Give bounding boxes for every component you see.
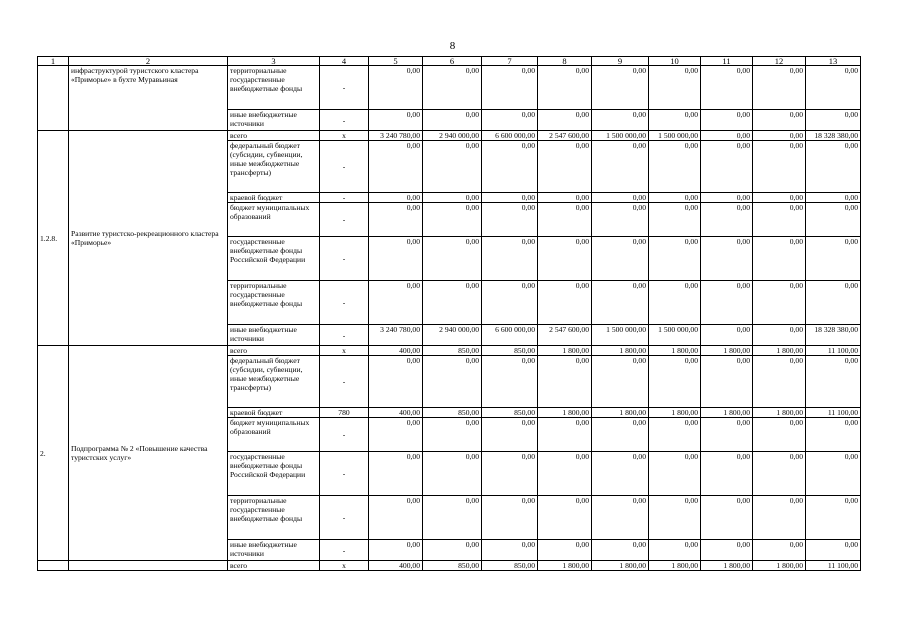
- amount-cell: 1 800,00: [753, 561, 806, 571]
- amount-cell: 0,00: [538, 452, 592, 496]
- amount-cell: 3 240 780,00: [369, 325, 423, 346]
- amount-cell: 0,00: [753, 131, 806, 141]
- amount-cell: 0,00: [369, 356, 423, 408]
- amount-cell: 0,00: [423, 203, 482, 237]
- amount-cell: 11 100,00: [806, 561, 861, 571]
- amount-cell: 0,00: [753, 418, 806, 452]
- column-number: 8: [538, 57, 592, 66]
- table-row: [38, 131, 861, 141]
- amount-cell: 0,00: [701, 496, 753, 540]
- amount-cell: 0,00: [701, 281, 753, 325]
- amount-cell: 0,00: [701, 141, 753, 193]
- amount-cell: 0,00: [538, 237, 592, 281]
- amount-cell: 0,00: [538, 141, 592, 193]
- amount-cell: 0,00: [423, 237, 482, 281]
- funding-source: федеральный бюджет (субсидии, субвенции, иные межбюджетные трансферты): [228, 141, 320, 193]
- amount-cell: 0,00: [753, 356, 806, 408]
- amount-cell: 0,00: [482, 110, 538, 131]
- amount-cell: 850,00: [423, 561, 482, 571]
- amount-cell: 0,00: [538, 203, 592, 237]
- amount-cell: 0,00: [649, 237, 701, 281]
- amount-cell: 0,00: [592, 356, 649, 408]
- amount-cell: 0,00: [649, 203, 701, 237]
- amount-cell: 0,00: [482, 540, 538, 561]
- amount-cell: 850,00: [423, 408, 482, 418]
- funding-source: территориальные государственные внебюджетные фонды: [228, 496, 320, 540]
- amount-cell: 0,00: [369, 418, 423, 452]
- budget-code: -: [320, 496, 369, 540]
- amount-cell: 0,00: [649, 452, 701, 496]
- amount-cell: 1 800,00: [649, 346, 701, 356]
- amount-cell: 0,00: [482, 452, 538, 496]
- amount-cell: 0,00: [482, 418, 538, 452]
- table-row: [38, 561, 861, 571]
- amount-cell: 0,00: [423, 281, 482, 325]
- amount-cell: 2 940 000,00: [423, 131, 482, 141]
- amount-cell: 0,00: [806, 281, 861, 325]
- amount-cell: 0,00: [369, 110, 423, 131]
- budget-code: -: [320, 356, 369, 408]
- budget-code: х: [320, 561, 369, 571]
- budget-code: -: [320, 237, 369, 281]
- amount-cell: 0,00: [649, 110, 701, 131]
- item-title: Развитие туристско-рекреационного кластера «Приморье»: [69, 131, 228, 346]
- budget-code: х: [320, 346, 369, 356]
- amount-cell: 0,00: [701, 418, 753, 452]
- amount-cell: 1 800,00: [753, 346, 806, 356]
- column-number: 12: [753, 57, 806, 66]
- amount-cell: 3 240 780,00: [369, 131, 423, 141]
- column-number: 10: [649, 57, 701, 66]
- funding-source: краевой бюджет: [228, 193, 320, 203]
- budget-code: -: [320, 193, 369, 203]
- amount-cell: 0,00: [592, 452, 649, 496]
- funding-source: федеральный бюджет (субсидии, субвенции, иные межбюджетные трансферты): [228, 356, 320, 408]
- column-number: 3: [228, 57, 320, 66]
- amount-cell: 0,00: [806, 141, 861, 193]
- amount-cell: 1 800,00: [701, 408, 753, 418]
- amount-cell: 0,00: [369, 141, 423, 193]
- amount-cell: 18 328 380,00: [806, 131, 861, 141]
- item-number: [38, 561, 69, 571]
- amount-cell: 0,00: [369, 237, 423, 281]
- column-number: 13: [806, 57, 861, 66]
- amount-cell: 0,00: [701, 452, 753, 496]
- amount-cell: 0,00: [482, 281, 538, 325]
- item-title: Подпрограмма № 2 «Повышение качества туристских услуг»: [69, 346, 228, 561]
- amount-cell: 0,00: [753, 66, 806, 110]
- amount-cell: 1 800,00: [592, 561, 649, 571]
- amount-cell: 0,00: [482, 203, 538, 237]
- amount-cell: 6 600 000,00: [482, 131, 538, 141]
- amount-cell: 11 100,00: [806, 346, 861, 356]
- amount-cell: 0,00: [369, 540, 423, 561]
- amount-cell: 0,00: [649, 141, 701, 193]
- amount-cell: 2 547 600,00: [538, 131, 592, 141]
- budget-table: [37, 56, 861, 571]
- amount-cell: 0,00: [592, 281, 649, 325]
- amount-cell: 1 800,00: [592, 346, 649, 356]
- amount-cell: 0,00: [753, 452, 806, 496]
- amount-cell: 0,00: [423, 110, 482, 131]
- amount-cell: 0,00: [482, 496, 538, 540]
- amount-cell: 0,00: [592, 540, 649, 561]
- amount-cell: 0,00: [592, 110, 649, 131]
- item-number: 2.: [38, 346, 69, 561]
- amount-cell: 0,00: [806, 203, 861, 237]
- amount-cell: 0,00: [701, 325, 753, 346]
- amount-cell: 0,00: [753, 237, 806, 281]
- amount-cell: 0,00: [649, 193, 701, 203]
- amount-cell: 1 800,00: [701, 346, 753, 356]
- funding-source: государственные внебюджетные фонды Российской Федерации: [228, 237, 320, 281]
- amount-cell: 0,00: [482, 66, 538, 110]
- budget-code: -: [320, 110, 369, 131]
- amount-cell: 0,00: [753, 281, 806, 325]
- amount-cell: 0,00: [538, 66, 592, 110]
- funding-source: всего: [228, 131, 320, 141]
- amount-cell: 0,00: [423, 141, 482, 193]
- amount-cell: 2 547 600,00: [538, 325, 592, 346]
- amount-cell: 1 800,00: [538, 561, 592, 571]
- amount-cell: 2 940 000,00: [423, 325, 482, 346]
- amount-cell: 0,00: [423, 66, 482, 110]
- funding-source: всего: [228, 561, 320, 571]
- amount-cell: 0,00: [538, 356, 592, 408]
- amount-cell: 0,00: [753, 540, 806, 561]
- amount-cell: 0,00: [701, 110, 753, 131]
- amount-cell: 6 600 000,00: [482, 325, 538, 346]
- amount-cell: 0,00: [701, 66, 753, 110]
- amount-cell: 0,00: [482, 141, 538, 193]
- amount-cell: 0,00: [423, 356, 482, 408]
- funding-source: краевой бюджет: [228, 408, 320, 418]
- amount-cell: 1 800,00: [753, 408, 806, 418]
- amount-cell: 0,00: [753, 325, 806, 346]
- amount-cell: 18 328 380,00: [806, 325, 861, 346]
- amount-cell: 0,00: [806, 193, 861, 203]
- amount-cell: 400,00: [369, 561, 423, 571]
- amount-cell: 0,00: [701, 193, 753, 203]
- amount-cell: 0,00: [423, 540, 482, 561]
- amount-cell: 0,00: [592, 141, 649, 193]
- amount-cell: 0,00: [649, 418, 701, 452]
- amount-cell: 1 800,00: [701, 561, 753, 571]
- amount-cell: 0,00: [369, 203, 423, 237]
- amount-cell: 1 500 000,00: [649, 131, 701, 141]
- amount-cell: 0,00: [538, 418, 592, 452]
- amount-cell: 0,00: [806, 452, 861, 496]
- amount-cell: 0,00: [369, 281, 423, 325]
- budget-code: -: [320, 141, 369, 193]
- amount-cell: 0,00: [649, 66, 701, 110]
- budget-code: 780: [320, 408, 369, 418]
- budget-code: -: [320, 418, 369, 452]
- amount-cell: 0,00: [369, 193, 423, 203]
- column-number: 4: [320, 57, 369, 66]
- budget-code: -: [320, 203, 369, 237]
- amount-cell: 0,00: [538, 496, 592, 540]
- item-title: инфраструктурой туристского кластера «Приморье» в бухте Муравьиная: [69, 66, 228, 131]
- amount-cell: 0,00: [753, 203, 806, 237]
- amount-cell: 0,00: [701, 203, 753, 237]
- column-number: 7: [482, 57, 538, 66]
- funding-source: бюджет муниципальных образований: [228, 418, 320, 452]
- funding-source: всего: [228, 346, 320, 356]
- funding-source: территориальные государственные внебюджетные фонды: [228, 66, 320, 110]
- amount-cell: 1 500 000,00: [592, 325, 649, 346]
- item-title: [69, 561, 228, 571]
- budget-code: -: [320, 281, 369, 325]
- column-number: 2: [69, 57, 228, 66]
- amount-cell: 0,00: [753, 496, 806, 540]
- amount-cell: 1 800,00: [649, 408, 701, 418]
- amount-cell: 0,00: [753, 141, 806, 193]
- column-number-row: [38, 57, 861, 66]
- amount-cell: 0,00: [806, 356, 861, 408]
- column-number: 11: [701, 57, 753, 66]
- amount-cell: 0,00: [423, 418, 482, 452]
- amount-cell: 0,00: [806, 418, 861, 452]
- item-number: [38, 66, 69, 131]
- amount-cell: 0,00: [753, 110, 806, 131]
- amount-cell: 0,00: [592, 237, 649, 281]
- amount-cell: 0,00: [649, 496, 701, 540]
- amount-cell: 0,00: [592, 193, 649, 203]
- funding-source: иные внебюджетные источники: [228, 110, 320, 131]
- amount-cell: 0,00: [423, 452, 482, 496]
- budget-code: х: [320, 131, 369, 141]
- amount-cell: 1 500 000,00: [592, 131, 649, 141]
- funding-source: иные внебюджетные источники: [228, 325, 320, 346]
- amount-cell: 0,00: [538, 110, 592, 131]
- amount-cell: 0,00: [482, 356, 538, 408]
- amount-cell: 0,00: [701, 237, 753, 281]
- amount-cell: 0,00: [701, 540, 753, 561]
- amount-cell: 0,00: [806, 237, 861, 281]
- amount-cell: 0,00: [592, 203, 649, 237]
- amount-cell: 0,00: [806, 66, 861, 110]
- budget-code: -: [320, 66, 369, 110]
- column-number: 9: [592, 57, 649, 66]
- amount-cell: 0,00: [482, 193, 538, 203]
- amount-cell: 0,00: [649, 540, 701, 561]
- amount-cell: 0,00: [806, 110, 861, 131]
- funding-source: иные внебюджетные источники: [228, 540, 320, 561]
- amount-cell: 0,00: [701, 131, 753, 141]
- funding-source: государственные внебюджетные фонды Российской Федерации: [228, 452, 320, 496]
- amount-cell: 0,00: [482, 237, 538, 281]
- item-number: 1.2.8.: [38, 131, 69, 346]
- amount-cell: 0,00: [369, 452, 423, 496]
- amount-cell: 1 800,00: [538, 346, 592, 356]
- column-number: 5: [369, 57, 423, 66]
- amount-cell: 0,00: [423, 193, 482, 203]
- amount-cell: 0,00: [592, 418, 649, 452]
- amount-cell: 0,00: [538, 281, 592, 325]
- page-number: 8: [449, 40, 456, 52]
- amount-cell: 0,00: [649, 281, 701, 325]
- amount-cell: 400,00: [369, 408, 423, 418]
- table-row: [38, 66, 861, 110]
- amount-cell: 0,00: [701, 356, 753, 408]
- funding-source: территориальные государственные внебюджетные фонды: [228, 281, 320, 325]
- amount-cell: 11 100,00: [806, 408, 861, 418]
- amount-cell: 0,00: [538, 193, 592, 203]
- amount-cell: 850,00: [423, 346, 482, 356]
- amount-cell: 0,00: [592, 66, 649, 110]
- amount-cell: 1 800,00: [538, 408, 592, 418]
- table-row: [38, 346, 861, 356]
- column-number: 1: [38, 57, 69, 66]
- amount-cell: 400,00: [369, 346, 423, 356]
- amount-cell: 0,00: [592, 496, 649, 540]
- amount-cell: 0,00: [806, 540, 861, 561]
- amount-cell: 0,00: [538, 540, 592, 561]
- amount-cell: 1 800,00: [592, 408, 649, 418]
- amount-cell: 1 800,00: [649, 561, 701, 571]
- budget-code: -: [320, 452, 369, 496]
- amount-cell: 0,00: [369, 496, 423, 540]
- amount-cell: 0,00: [649, 356, 701, 408]
- amount-cell: 1 500 000,00: [649, 325, 701, 346]
- amount-cell: 0,00: [753, 193, 806, 203]
- funding-source: бюджет муниципальных образований: [228, 203, 320, 237]
- budget-code: -: [320, 540, 369, 561]
- column-number: 6: [423, 57, 482, 66]
- amount-cell: 0,00: [806, 496, 861, 540]
- amount-cell: 850,00: [482, 561, 538, 571]
- amount-cell: 850,00: [482, 346, 538, 356]
- budget-code: -: [320, 325, 369, 346]
- amount-cell: 0,00: [369, 66, 423, 110]
- amount-cell: 0,00: [423, 496, 482, 540]
- amount-cell: 850,00: [482, 408, 538, 418]
